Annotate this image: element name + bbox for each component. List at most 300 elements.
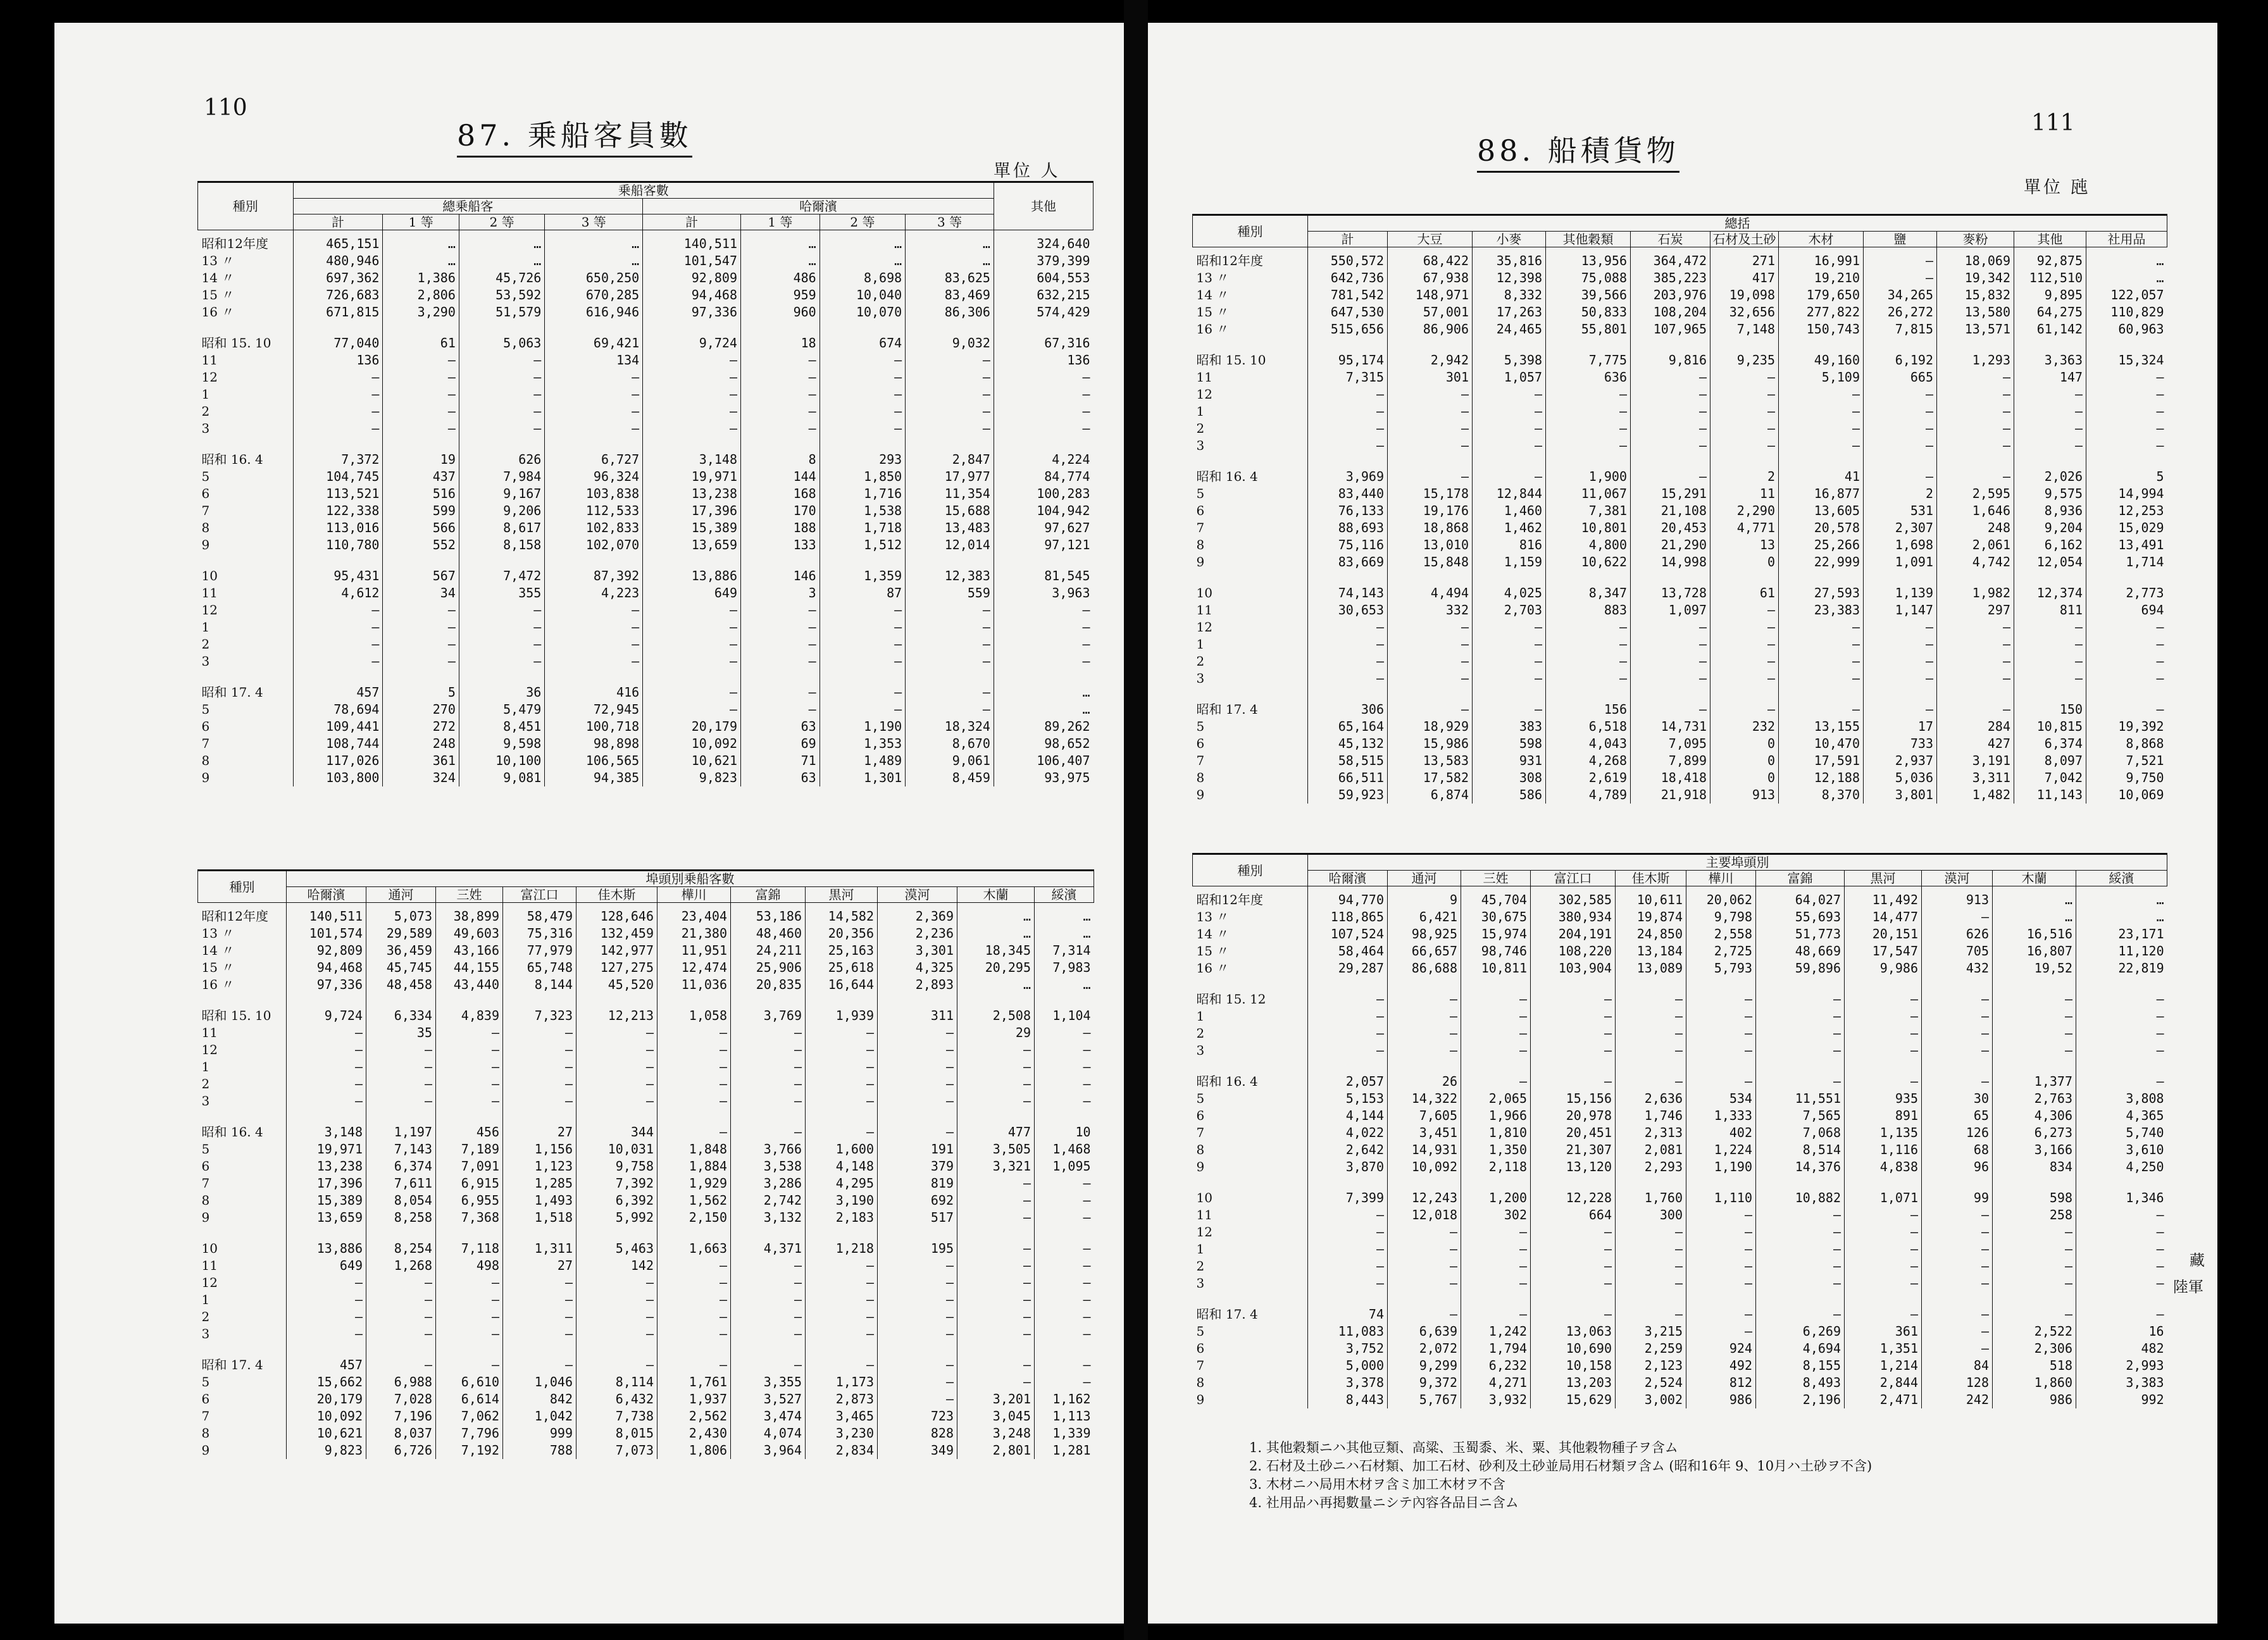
table-cell: 69 <box>741 735 820 752</box>
table-cell: 100,283 <box>994 485 1093 502</box>
table-cell: — <box>643 602 741 619</box>
table-cell: — <box>287 1093 366 1110</box>
table-row <box>1193 1357 2167 1374</box>
table-cell: — <box>1779 437 1864 454</box>
spacer-cell <box>1686 1059 1756 1073</box>
table-cell: 4,043 <box>1546 735 1631 752</box>
table-cell: — <box>1779 619 1864 636</box>
table-row <box>1193 1374 2167 1391</box>
table-cell: — <box>1686 1025 1756 1042</box>
spacer-cell <box>1461 1292 1531 1306</box>
table-cell: 7,196 <box>366 1408 436 1425</box>
table-row <box>1193 752 2167 769</box>
table-cell: 477 <box>957 1124 1035 1141</box>
table-cell: — <box>293 386 383 403</box>
spacer-cell <box>545 437 643 451</box>
table-cell: 361 <box>1845 1323 1922 1340</box>
table-cell: — <box>1388 1008 1461 1025</box>
table-cell: 959 <box>741 287 820 304</box>
table-row <box>1193 287 2167 304</box>
table-cell: 270 <box>383 701 459 718</box>
table-cell: 924 <box>1686 1340 1756 1357</box>
spacer-cell <box>545 321 643 335</box>
table-cell: — <box>806 1093 878 1110</box>
table-cell: 7,381 <box>1546 502 1631 519</box>
table-cell: — <box>1461 1224 1531 1241</box>
table-cell: 4,074 <box>731 1425 806 1442</box>
table-cell: 23,404 <box>657 903 731 926</box>
table-cell: — <box>436 1041 503 1059</box>
table-cell: 1,982 <box>1937 585 2014 602</box>
table-cell: — <box>1922 1323 1993 1340</box>
spacer-cell <box>436 993 503 1007</box>
table-cell: 94,468 <box>643 287 741 304</box>
table-cell: — <box>731 1308 806 1326</box>
column-header: 通河 <box>366 887 436 903</box>
column-header: 鹽 <box>1864 232 1937 247</box>
table-cell: — <box>1779 420 1864 437</box>
table-cell: 649 <box>643 585 741 602</box>
column-header: 木材 <box>1779 232 1864 247</box>
table-cell: 6,955 <box>436 1192 503 1209</box>
table-row <box>198 959 1094 976</box>
table-cell: 61,142 <box>2014 321 2086 338</box>
spacer-cell <box>957 993 1035 1007</box>
spacer-cell <box>1193 977 1308 991</box>
table-row <box>198 252 1094 270</box>
table-cell: 4,494 <box>1388 585 1473 602</box>
table-cell: 45,132 <box>1308 735 1388 752</box>
table-cell: — <box>1388 468 1473 485</box>
table-cell: 9,575 <box>2014 485 2086 502</box>
table-cell: — <box>2076 1224 2167 1241</box>
table-row <box>198 230 1094 253</box>
row-label: 7 <box>201 1408 210 1424</box>
table-cell: 18 <box>741 335 820 352</box>
table-cell: 302 <box>1461 1207 1531 1224</box>
table-cell: 626 <box>1922 926 1993 943</box>
spacer-cell <box>1388 454 1473 468</box>
spacer-cell <box>287 1343 366 1357</box>
table-cell: 26 <box>1388 1073 1461 1090</box>
table-cell: 50,833 <box>1546 304 1631 321</box>
row-label: 6 <box>1196 503 1205 518</box>
spacer-cell <box>576 993 657 1007</box>
table-row <box>198 1408 1094 1425</box>
table-cell: 457 <box>293 684 383 701</box>
table-cell: 2,306 <box>1993 1340 2076 1357</box>
table-cell: — <box>741 636 820 653</box>
table-cell: — <box>1686 1224 1756 1241</box>
table-cell: 297 <box>1937 602 2014 619</box>
table-cell: — <box>1388 420 1473 437</box>
table-cell: — <box>293 403 383 420</box>
row-label: 7 <box>1196 520 1205 535</box>
table-cell: 25,266 <box>1779 537 1864 554</box>
row-label: 2 <box>201 1076 210 1091</box>
row-label: 8 <box>1196 1375 1205 1390</box>
table-cell: 107,524 <box>1308 926 1388 943</box>
table-cell: 781,542 <box>1308 287 1388 304</box>
row-label: 8 <box>1196 1142 1205 1157</box>
table-cell: — <box>576 1326 657 1343</box>
table-cell: — <box>1616 1241 1686 1258</box>
spacer-cell <box>503 1343 576 1357</box>
table-cell: — <box>1388 386 1473 403</box>
table-cell: 6,374 <box>2014 735 2086 752</box>
table-row <box>198 369 1094 386</box>
table-cell: 1,900 <box>1546 468 1631 485</box>
table-cell: — <box>731 1291 806 1308</box>
spacer-cell <box>198 1226 287 1240</box>
column-header: 1 等 <box>741 214 820 230</box>
table-cell: — <box>731 1041 806 1059</box>
table-cell: — <box>878 1357 957 1374</box>
table-cell: 649 <box>287 1257 366 1274</box>
table-cell: 13,571 <box>1937 321 2014 338</box>
table-cell: — <box>1461 1241 1531 1258</box>
table-row <box>198 1059 1094 1076</box>
table-cell: 7,605 <box>1388 1107 1461 1124</box>
table-cell: 1,190 <box>819 718 905 735</box>
table-cell: 8,936 <box>2014 502 2086 519</box>
table-row <box>1193 735 2167 752</box>
table-cell: — <box>436 1059 503 1076</box>
table-cell: 1,850 <box>819 468 905 485</box>
table-cell: — <box>383 403 459 420</box>
row-label: 1 <box>201 1292 210 1307</box>
table-cell: — <box>1531 1025 1616 1042</box>
spacer-cell <box>1308 338 1388 352</box>
table-cell: — <box>503 1076 576 1093</box>
table-cell: 1,071 <box>1845 1190 1922 1207</box>
table-cell: 19,098 <box>1710 287 1779 304</box>
row-label: 7 <box>201 736 210 751</box>
table-cell: — <box>366 1357 436 1374</box>
spacer-cell <box>293 554 383 568</box>
table-cell: 272 <box>383 718 459 735</box>
table-cell: 324 <box>383 769 459 786</box>
row-label: 16 〃 <box>1196 321 1230 337</box>
table-cell: — <box>1461 1073 1531 1090</box>
row-label: 9 <box>201 1443 210 1458</box>
table-cell: — <box>957 1326 1035 1343</box>
table-cell: — <box>1922 1008 1993 1025</box>
table-cell: — <box>1864 619 1937 636</box>
column-header: 2 等 <box>819 214 905 230</box>
spacer-cell <box>819 670 905 684</box>
table-cell: — <box>503 1024 576 1041</box>
column-header: 其他 <box>994 182 1093 230</box>
table-cell: 8 <box>741 451 820 468</box>
row-label: 昭和 15. 10 <box>1196 352 1266 368</box>
row-label: 7 <box>1196 753 1205 768</box>
table-cell: — <box>643 403 741 420</box>
table-cell: — <box>1461 1042 1531 1059</box>
table-cell: 5,740 <box>2076 1124 2167 1141</box>
spacer-cell <box>1193 571 1308 585</box>
table-row <box>198 537 1094 554</box>
table-cell: — <box>1461 1258 1531 1275</box>
table-cell: 83,440 <box>1308 485 1388 502</box>
table-cell: 7,073 <box>576 1442 657 1459</box>
table-cell: 6,614 <box>436 1391 503 1408</box>
table-cell: — <box>878 1291 957 1308</box>
table-cell: 97,627 <box>994 519 1093 537</box>
table-cell: 1,489 <box>819 752 905 769</box>
table-cell: 204,191 <box>1531 926 1616 943</box>
table-cell: 9,235 <box>1710 352 1779 369</box>
row-label: 2 <box>201 404 210 419</box>
table-cell: 11,354 <box>906 485 994 502</box>
table-cell: 27 <box>503 1257 576 1274</box>
table-cell: 3,610 <box>2076 1141 2167 1159</box>
table-cell: 5 <box>2086 468 2167 485</box>
table-cell: 432 <box>1922 960 1993 977</box>
table-cell: — <box>287 1076 366 1093</box>
spacer-cell <box>1308 571 1388 585</box>
table-cell: 5,767 <box>1388 1391 1461 1408</box>
margin-note: 藏 <box>2190 1252 2205 1269</box>
unit-label-right: 單位 瓲 <box>2024 178 2091 197</box>
spacer-cell <box>657 1110 731 1124</box>
table-cell: 3,290 <box>383 304 459 321</box>
column-header: 3 等 <box>906 214 994 230</box>
spacer-cell <box>1845 977 1922 991</box>
spacer-cell <box>1864 338 1937 352</box>
table-cell: 76,133 <box>1308 502 1388 519</box>
table-cell: 14,477 <box>1845 909 1922 926</box>
table-cell: 20,295 <box>957 959 1035 976</box>
table-cell: 113,016 <box>293 519 383 537</box>
table-row <box>198 287 1094 304</box>
spacer-cell <box>1546 454 1631 468</box>
table-cell: — <box>1546 636 1631 653</box>
table-row <box>1193 386 2167 403</box>
table-cell: 6,232 <box>1461 1357 1531 1374</box>
table-cell: — <box>1864 403 1937 420</box>
spacer-cell <box>906 437 994 451</box>
table-cell: 83,625 <box>906 270 994 287</box>
table-cell: 13 <box>1710 537 1779 554</box>
spacer-cell <box>503 993 576 1007</box>
spacer-cell <box>459 554 544 568</box>
spacer-cell <box>878 1226 957 1240</box>
table-cell: 188 <box>741 519 820 537</box>
row-spacer <box>1193 338 2167 352</box>
spacer-cell <box>1864 571 1937 585</box>
spacer-cell <box>436 1343 503 1357</box>
table-cell: 87 <box>819 585 905 602</box>
spacer-cell <box>643 670 741 684</box>
table-cell: — <box>1922 991 1993 1008</box>
table-cell: — <box>1461 1306 1531 1323</box>
spacer-cell <box>1388 687 1473 701</box>
table-row <box>1193 1008 2167 1025</box>
table-cell: — <box>1937 670 2014 687</box>
spacer-cell <box>2076 1059 2167 1073</box>
table-cell: 15,629 <box>1531 1391 1616 1408</box>
spacer-cell <box>1631 338 1710 352</box>
table-row <box>198 636 1094 653</box>
row-label: 3 <box>1196 438 1205 453</box>
table-row <box>1193 991 2167 1008</box>
table-cell: 203,976 <box>1631 287 1710 304</box>
table-cell: — <box>1616 1042 1686 1059</box>
table-cell: 242 <box>1922 1391 1993 1408</box>
table-cell: 18,345 <box>957 942 1035 959</box>
spacer-cell <box>1937 571 2014 585</box>
table-cell: 417 <box>1710 270 1779 287</box>
table-cell: — <box>1616 1258 1686 1275</box>
table-cell: 24,850 <box>1616 926 1686 943</box>
table-cell: 118,865 <box>1308 909 1388 926</box>
spacer-cell <box>657 993 731 1007</box>
table-cell: 15,156 <box>1531 1090 1616 1107</box>
table-cell: — <box>2086 420 2167 437</box>
table-cell: 332 <box>1388 602 1473 619</box>
spacer-cell <box>1937 454 2014 468</box>
table-cell: 1,518 <box>503 1209 576 1226</box>
table-cell: … <box>1993 886 2076 909</box>
table-cell: — <box>1388 403 1473 420</box>
table-cell: 49,603 <box>436 925 503 942</box>
table-cell: 385,223 <box>1631 270 1710 287</box>
table-cell: 15,291 <box>1631 485 1710 502</box>
table-cell: 8,451 <box>459 718 544 735</box>
table-cell: 626 <box>459 451 544 468</box>
table-cell: 19,52 <box>1993 960 2076 977</box>
spacer-cell <box>1993 977 2076 991</box>
table-cell: 2,150 <box>657 1209 731 1226</box>
spacer-cell <box>1388 338 1473 352</box>
spacer-cell <box>741 670 820 684</box>
spacer-cell <box>878 1343 957 1357</box>
column-header: 1 等 <box>383 214 459 230</box>
spacer-cell <box>198 437 294 451</box>
table-cell: — <box>366 1274 436 1291</box>
table-cell: — <box>545 602 643 619</box>
table-cell: — <box>906 619 994 636</box>
table-cell: — <box>1388 701 1473 718</box>
table-cell: — <box>2014 619 2086 636</box>
table-cell: 723 <box>878 1408 957 1425</box>
table-cell: 58,479 <box>503 903 576 926</box>
spacer-cell <box>1937 338 2014 352</box>
table-cell: 379 <box>878 1158 957 1175</box>
table-row <box>1193 420 2167 437</box>
table-cell: 457 <box>287 1357 366 1374</box>
table-cell: — <box>1845 1258 1922 1275</box>
table-cell: 128 <box>1922 1374 1993 1391</box>
table-cell: — <box>878 1076 957 1093</box>
spacer-cell <box>366 993 436 1007</box>
table-cell: — <box>731 1059 806 1076</box>
table-cell: — <box>1461 991 1531 1008</box>
table-cell: 1,884 <box>657 1158 731 1175</box>
table-cell: — <box>878 1041 957 1059</box>
column-header: 漠河 <box>1922 871 1993 886</box>
table-cell: — <box>731 1076 806 1093</box>
row-label: 1 <box>201 387 210 402</box>
table-cell: — <box>287 1308 366 1326</box>
table-cell: 1,046 <box>503 1374 576 1391</box>
table-cell: — <box>576 1024 657 1041</box>
table-cell: 3,201 <box>957 1391 1035 1408</box>
table-cell: 81,545 <box>994 568 1093 585</box>
table-row <box>198 1124 1094 1141</box>
table-cell: 492 <box>1686 1357 1756 1374</box>
table-cell: 3,045 <box>957 1408 1035 1425</box>
table-cell: 486 <box>741 270 820 287</box>
spacer-cell <box>2014 571 2086 585</box>
table-cell: 112,510 <box>2014 270 2086 287</box>
table-cell: — <box>436 1274 503 1291</box>
spacer-cell <box>731 1226 806 1240</box>
table-cell: 3,474 <box>731 1408 806 1425</box>
table-cell: — <box>1631 701 1710 718</box>
table-cell: 5,793 <box>1686 960 1756 977</box>
spacer-cell <box>287 1226 366 1240</box>
table-cell: — <box>436 1093 503 1110</box>
table-cell: 1,562 <box>657 1192 731 1209</box>
table-cell: … <box>906 230 994 253</box>
table-cell: — <box>731 1326 806 1343</box>
table-cell: — <box>383 386 459 403</box>
table-cell: 99 <box>1922 1190 1993 1207</box>
table-cell: 2,061 <box>1937 537 2014 554</box>
table-cell: 36,459 <box>366 942 436 959</box>
table-cell: — <box>657 1059 731 1076</box>
spacer-cell <box>1546 571 1631 585</box>
table-cell: 75,088 <box>1546 270 1631 287</box>
spacer-cell <box>731 993 806 1007</box>
table-cell: 2,558 <box>1686 926 1756 943</box>
table-cell: 3 <box>741 585 820 602</box>
spacer-cell <box>741 437 820 451</box>
table-cell: — <box>1631 468 1710 485</box>
table-cell: 61 <box>1710 585 1779 602</box>
column-header: 其他穀類 <box>1546 232 1631 247</box>
table-cell: — <box>287 1326 366 1343</box>
table-cell: 12,228 <box>1531 1190 1616 1207</box>
footnotes <box>1249 1439 2173 1512</box>
table-cell: 86,306 <box>906 304 994 321</box>
table-cell: 664 <box>1531 1207 1616 1224</box>
table-cell: 2,522 <box>1993 1323 2076 1340</box>
table-cell: 1,057 <box>1473 369 1546 386</box>
table-cell: — <box>1546 420 1631 437</box>
table-cell: — <box>1845 1306 1922 1323</box>
table-cell: — <box>741 420 820 437</box>
table-cell: 383 <box>1473 718 1546 735</box>
table-cell: — <box>1686 1042 1756 1059</box>
table-cell: — <box>819 352 905 369</box>
pier-cargo-table <box>1192 853 2167 1408</box>
spacer-cell <box>731 1343 806 1357</box>
table-cell: — <box>1756 1207 1845 1224</box>
row-label: 9 <box>1196 1159 1205 1174</box>
table-row <box>198 1175 1094 1192</box>
table-cell: 9,167 <box>459 485 544 502</box>
table-cell: — <box>459 602 544 619</box>
table-cell: 13,238 <box>643 485 741 502</box>
table-cell: — <box>906 636 994 653</box>
spacer-cell <box>1473 338 1546 352</box>
table-cell: 379,399 <box>994 252 1093 270</box>
table-cell: — <box>2086 369 2167 386</box>
table-cell: 8,258 <box>366 1209 436 1226</box>
